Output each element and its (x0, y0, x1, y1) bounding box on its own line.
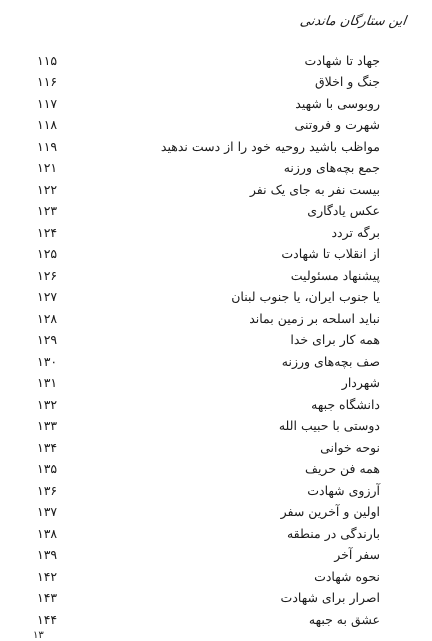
toc-entry-title: عشق به جبهه (308, 611, 380, 627)
toc-entry-title: شهرت و فروتنی (294, 117, 380, 132)
toc-entry-title: دوستی با حبیب الله (278, 418, 380, 433)
toc-entry (37, 566, 380, 588)
toc-entry-title: مواظب باشید روحیه خود را از دست ندهید (160, 138, 380, 154)
toc-entry-title: اولین و آخرین سفر (280, 504, 380, 519)
toc-entry-page-number: ۱۱۷ (37, 95, 58, 111)
toc-entry-title: شهردار (341, 375, 380, 390)
toc-entry-page-number: ۱۴۳ (37, 590, 58, 605)
toc-entry-page-number: ۱۳۸ (37, 525, 58, 541)
book-title-logo (298, 8, 408, 42)
toc-entry (37, 244, 380, 266)
toc-entry-title: بارندگی در منطقه (286, 525, 380, 541)
toc-entry-page-number: ۱۲۷ (37, 289, 58, 304)
toc-entry-title: بیست نفر به جای یک نفر (249, 181, 380, 197)
toc-entry-title: برگه تردد (331, 224, 380, 240)
toc-entry (37, 72, 380, 94)
toc-entry-page-number: ۱۲۶ (37, 267, 58, 283)
toc-entry-title: یا جنوب ایران، یا جنوب لبنان (231, 289, 380, 304)
toc-entry-page-number: ۱۱۵ (37, 52, 58, 68)
toc-entry (37, 136, 380, 158)
toc-entry-title: دانشگاه جبهه (311, 396, 380, 412)
toc-entry-page-number: ۱۳۴ (37, 439, 58, 455)
toc-entry-page-number: ۱۱۸ (37, 117, 58, 132)
toc-entry-title: عکس یادگاری (307, 203, 380, 218)
toc-entry-title: روبوسی با شهید (295, 95, 380, 111)
toc-entry (37, 330, 380, 352)
toc-entry-title: نحوه شهادت (314, 568, 380, 584)
toc-entry-page-number: ۱۲۴ (37, 224, 58, 240)
toc-entry-page-number: ۱۳۵ (37, 461, 58, 476)
toc-entry (37, 158, 380, 180)
toc-entry-title: نوحه خوانی (320, 439, 380, 455)
table-of-contents (37, 50, 380, 631)
toc-entry-page-number: ۱۲۵ (37, 246, 58, 261)
toc-entry-title: جنگ و اخلاق (314, 74, 380, 89)
toc-entry-page-number: ۱۱۹ (37, 138, 58, 154)
page-number-fragment: ۱۳ (33, 630, 44, 641)
toc-entry (37, 287, 380, 309)
toc-entry (37, 373, 380, 395)
toc-entry (37, 394, 380, 416)
toc-entry (37, 609, 380, 631)
toc-entry (37, 179, 380, 201)
toc-entry-title: پیشنهاد مسئولیت (290, 267, 380, 283)
toc-entry (37, 588, 380, 610)
toc-entry (37, 523, 380, 545)
toc-entry-page-number: ۱۱۶ (37, 74, 58, 89)
toc-entry (37, 201, 380, 223)
toc-entry-page-number: ۱۳۰ (37, 353, 58, 369)
toc-entry-page-number: ۱۳۲ (37, 396, 58, 412)
toc-entry-page-number: ۱۳۷ (37, 504, 58, 519)
toc-entry-page-number: ۱۴۴ (37, 611, 58, 627)
toc-entry-title: صف بچه‌های ورزنه (281, 353, 380, 369)
toc-entry (37, 480, 380, 502)
toc-entry (37, 115, 380, 137)
toc-entry-title: همه فن حریف (305, 461, 380, 476)
toc-entry-page-number: ۱۲۱ (37, 160, 58, 175)
toc-entry (37, 459, 380, 481)
toc-entry (37, 93, 380, 115)
toc-entry-page-number: ۱۲۸ (37, 310, 58, 326)
toc-entry (37, 545, 380, 567)
toc-entry-page-number: ۱۴۲ (37, 568, 58, 584)
toc-entry-title: آرزوی شهادت (307, 482, 380, 498)
toc-entry (37, 222, 380, 244)
toc-entry (37, 437, 380, 459)
toc-entry-page-number: ۱۳۱ (37, 375, 58, 390)
toc-entry-page-number: ۱۳۶ (37, 482, 58, 498)
toc-entry-page-number: ۱۲۳ (37, 203, 58, 218)
toc-entry-page-number: ۱۳۹ (37, 547, 58, 562)
toc-entry-title: همه کار برای خدا (290, 332, 380, 347)
toc-entry-title: جهاد تا شهادت (304, 52, 380, 68)
toc-entry-title: جمع بچه‌های ورزنه (283, 160, 380, 175)
toc-entry (37, 308, 380, 330)
toc-entry-page-number: ۱۲۹ (37, 332, 58, 347)
toc-entry-title: سفر آخر (334, 547, 380, 562)
toc-entry (37, 416, 380, 438)
toc-entry (37, 502, 380, 524)
toc-entry-page-number: ۱۲۲ (37, 181, 58, 197)
toc-entry-page-number: ۱۳۳ (37, 418, 58, 433)
toc-entry-title: اصرار برای شهادت (280, 590, 380, 605)
book-title-calligraphy: این ستارگان ماندنی (298, 14, 408, 29)
toc-entry-title: نباید اسلحه بر زمین بماند (249, 310, 380, 326)
toc-entry (37, 265, 380, 287)
toc-entry-title: از انقلاب تا شهادت (281, 246, 380, 261)
toc-entry (37, 50, 380, 72)
toc-entry (37, 351, 380, 373)
